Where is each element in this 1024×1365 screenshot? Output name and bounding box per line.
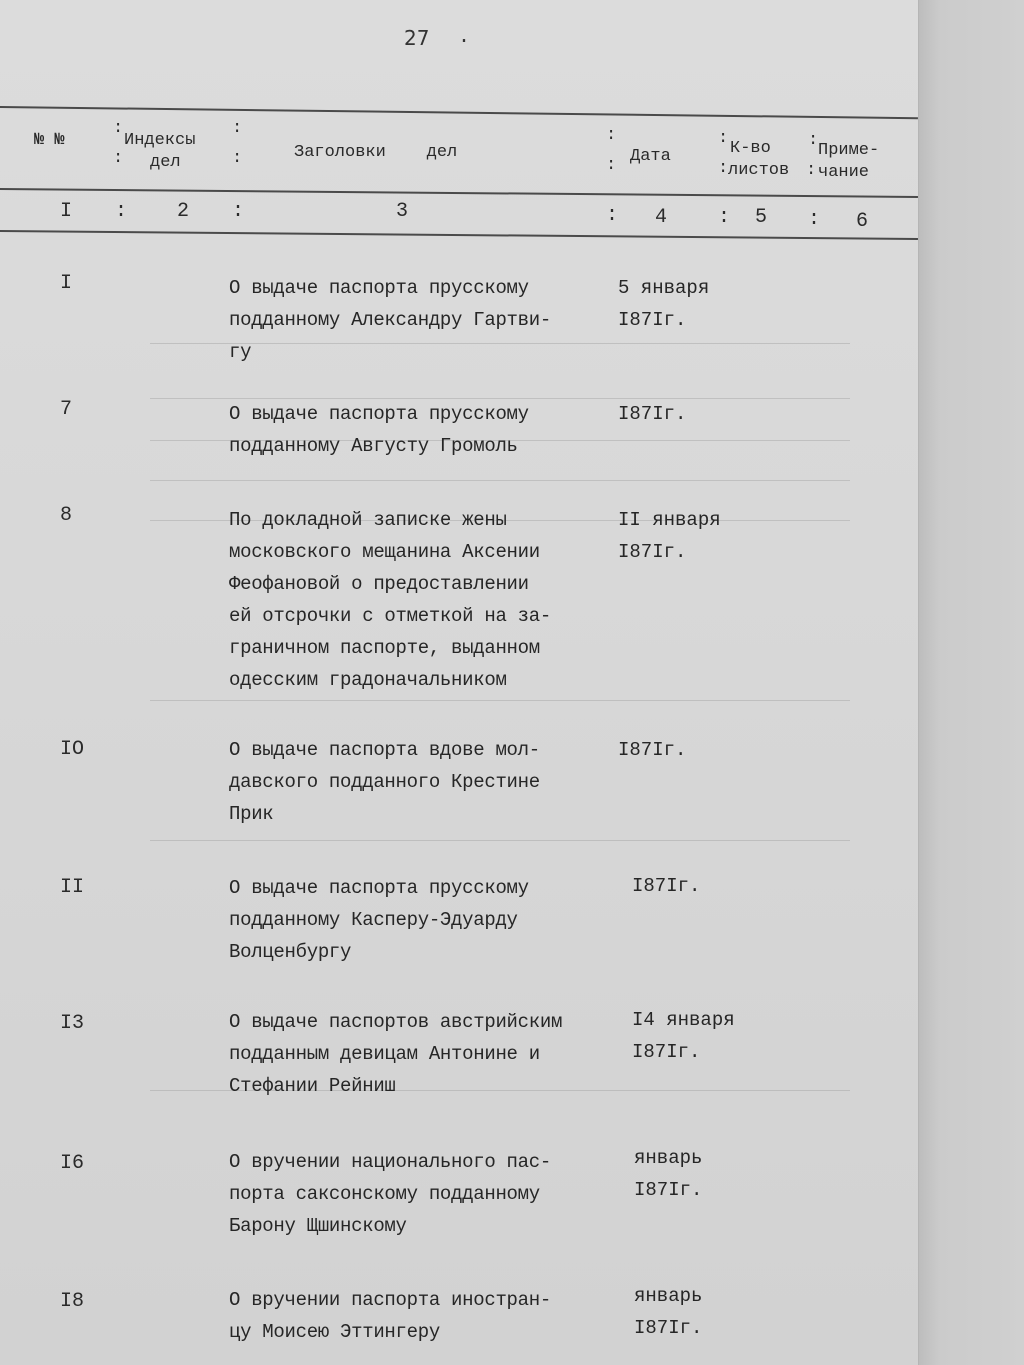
underlying-page-edge	[918, 0, 1024, 1365]
row-title	[229, 272, 609, 368]
row-number: 8	[60, 504, 73, 527]
column-separator: :	[606, 204, 619, 227]
row-date	[632, 870, 700, 902]
row-number: I	[60, 272, 73, 295]
column-number: 4	[655, 206, 668, 229]
bleed-through-line	[150, 700, 850, 701]
header-separator: :	[232, 149, 243, 168]
row-title-line: цу Моисею Эттингеру	[229, 1321, 440, 1343]
row-title-line: О выдаче паспорта прусскому	[229, 403, 529, 425]
row-title-line: порта саксонскому подданному	[229, 1183, 540, 1205]
row-title-line: подданному Августу Громоль	[229, 435, 518, 457]
header-separator: :	[113, 149, 124, 168]
row-date	[634, 1280, 702, 1344]
row-date	[618, 734, 686, 766]
row-date-line: январь	[634, 1285, 703, 1307]
row-date	[634, 1142, 702, 1206]
column-number: 5	[755, 206, 768, 229]
row-title-line: граничном паспорте, выданном	[229, 637, 540, 659]
row-date-line: I87Iг.	[632, 1041, 701, 1063]
header-date: Дата	[630, 147, 671, 166]
row-title-line: Прик	[229, 803, 274, 825]
column-separator: :	[115, 200, 128, 223]
row-title-line: подданным девицам Антонине и	[229, 1043, 540, 1065]
header-title: Заголовки дел	[294, 143, 458, 162]
row-title-line: О выдаче паспортов австрийским	[229, 1011, 563, 1033]
header-separator: :	[806, 161, 817, 180]
row-title-line: О вручении национального пас-	[229, 1151, 551, 1173]
row-date-line: I87Iг.	[618, 403, 687, 425]
row-title-line: Феофановой о предоставлении	[229, 573, 529, 595]
row-title-line: одесским градоначальником	[229, 669, 507, 691]
row-title-line: Стефании Рейниш	[229, 1075, 396, 1097]
header-separator: :	[606, 156, 617, 175]
header-separator: :	[808, 131, 819, 150]
row-title-line: давского подданного Крестине	[229, 771, 540, 793]
column-number: 3	[396, 200, 409, 223]
header-separator: :	[232, 119, 243, 138]
row-title	[229, 872, 609, 968]
row-date	[618, 504, 721, 568]
column-separator: :	[718, 206, 731, 229]
header-top-rule	[0, 106, 918, 119]
row-title-line: московского мещанина Аксении	[229, 541, 540, 563]
row-date-line: I87Iг.	[618, 739, 687, 761]
row-title-line: подданному Александру Гартви-	[229, 309, 551, 331]
header-sheets-line1: К-во	[730, 139, 771, 158]
column-number: 6	[856, 210, 869, 233]
page-mark: .	[458, 26, 471, 49]
row-title-line: подданному Касперу-Эдуарду	[229, 909, 518, 931]
bleed-through-line	[150, 480, 850, 481]
column-number: I	[60, 200, 73, 223]
row-number: I8	[60, 1290, 85, 1313]
row-date-line: I87Iг.	[634, 1179, 703, 1201]
row-title	[229, 1284, 609, 1348]
row-title-line: ей отсрочки с отметкой на за-	[229, 605, 551, 627]
row-date-line: I87Iг.	[618, 541, 687, 563]
row-title	[229, 1006, 609, 1102]
row-date-line: II января	[618, 509, 721, 531]
row-title-line: Волценбургу	[229, 941, 352, 963]
row-title-line: гу	[229, 341, 252, 363]
header-separator: :	[113, 119, 124, 138]
row-date-line: I4 января	[632, 1009, 735, 1031]
header-separator: :	[718, 129, 729, 148]
row-number: IO	[60, 738, 85, 761]
row-date	[632, 1004, 735, 1068]
row-number: 7	[60, 398, 73, 421]
row-date-line: 5 января	[618, 277, 710, 299]
row-number: I6	[60, 1152, 85, 1175]
header-note-line2: чание	[818, 163, 870, 182]
row-title-line: О выдаче паспорта прусскому	[229, 877, 529, 899]
row-title-line: О выдаче паспорта прусскому	[229, 277, 529, 299]
row-title	[229, 1146, 609, 1242]
header-index-line1: Индексы	[124, 131, 196, 150]
row-title-line: Барону Щшинскому	[229, 1215, 407, 1237]
header-separator: :	[718, 159, 729, 178]
row-date	[618, 272, 709, 336]
header-note-line1: Приме-	[818, 141, 880, 160]
row-date-line: январь	[634, 1147, 703, 1169]
column-separator: :	[232, 200, 245, 223]
header-sheets-line2: листов	[728, 161, 790, 180]
row-date-line: I87Iг.	[634, 1317, 703, 1339]
row-number: II	[60, 876, 85, 899]
row-title	[229, 734, 609, 830]
column-number: 2	[177, 200, 190, 223]
row-title	[229, 504, 609, 696]
row-title-line: О выдаче паспорта вдове мол-	[229, 739, 540, 761]
page-number: 27	[404, 26, 430, 50]
bleed-through-line	[150, 840, 850, 841]
row-date-line: I87Iг.	[618, 309, 687, 331]
row-title	[229, 398, 609, 462]
row-number: I3	[60, 1012, 85, 1035]
column-numbers-rule	[0, 230, 918, 240]
header-separator: :	[606, 126, 617, 145]
row-date-line: I87Iг.	[632, 875, 701, 897]
row-title-line: По докладной записке жены	[229, 509, 507, 531]
column-separator: :	[808, 208, 821, 231]
header-num: № №	[34, 131, 65, 150]
header-bottom-rule	[0, 188, 918, 198]
row-date	[618, 398, 686, 430]
header-index-line2: дел	[150, 153, 181, 172]
row-title-line: О вручении паспорта иностран-	[229, 1289, 551, 1311]
